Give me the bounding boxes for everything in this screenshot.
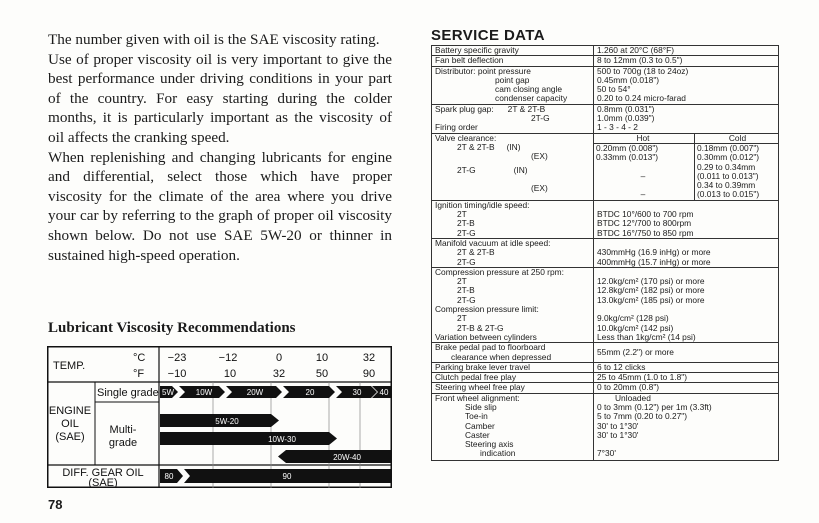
table-row xyxy=(432,133,779,200)
table-row xyxy=(432,343,779,363)
grade-label: 80 xyxy=(164,472,174,481)
temp-c: 10 xyxy=(315,352,329,364)
grade-label: 30 xyxy=(352,388,362,397)
table-row xyxy=(432,66,779,104)
param-value: BTDC 10°/600 to 700 rpm BTDC 12°/700 to 800rpm BTDC 16°/750 to 850 rpm xyxy=(594,200,779,238)
paragraph: When replenishing and changing lubricants for engine and differential, select those which have proper viscosity for the climate of the area where you drive your car by referring to the graph of proper oil viscosity shown below. Do not use SAE 5W-20 or thinner in sustained high-speed operation. xyxy=(48,148,392,264)
multi-grade-label: grade xyxy=(108,437,138,449)
table-row xyxy=(432,104,779,133)
param-value: 55mm (2.2") or more xyxy=(594,343,779,363)
hot-header: Hot xyxy=(594,134,695,144)
param-value: 25 to 45mm (1.0 to 1.8") xyxy=(594,373,779,383)
param-value: 0.8mm (0.031") 1.0mm (0.039") 1 - 3 - 4 - 2 xyxy=(594,104,779,133)
engine-oil-label: (SAE) xyxy=(55,431,85,443)
diff-gear-label: DIFF. GEAR OIL xyxy=(62,467,144,479)
temp-c: −23 xyxy=(167,352,187,364)
param-label: Brake pedal pad to floorboard clearance when depressed xyxy=(432,343,594,363)
table-row xyxy=(432,362,779,372)
viscosity-chart xyxy=(47,346,392,488)
temp-label: TEMP. xyxy=(53,360,86,372)
grade-label: 20W-40 xyxy=(333,453,361,462)
table-row xyxy=(432,383,779,393)
param-label: Manifold vacuum at idle speed: 2T & 2T-B 2T-G xyxy=(432,238,594,267)
service-data-title: SERVICE DATA xyxy=(431,27,545,44)
temp-f: 32 xyxy=(272,368,286,380)
param-label: Valve clearance: 2T & 2T-B (IN) (EX) 2T-G (IN) (EX) xyxy=(432,133,594,200)
table-row xyxy=(432,267,779,342)
param-value: Unloaded 0 to 3mm (0.12") per 1m (3.3ft) 5 to 7mm (0.20 to 0.27") 30' to 1°30' 30' to 1°30' 7°30' xyxy=(594,393,779,460)
label-line: condenser capacity xyxy=(495,93,568,104)
temp-f: −10 xyxy=(167,368,187,380)
param-value: 0 to 20mm (0.8") xyxy=(594,383,779,393)
param-label: Front wheel alignment: Side slip Toe-in Camber Caster Steering axis indication xyxy=(432,393,594,460)
param-value: 6 to 12 clicks xyxy=(594,362,779,372)
table-row xyxy=(432,46,779,56)
param-label: Steering wheel free play xyxy=(432,383,594,393)
grade-label: 10W-30 xyxy=(268,435,296,444)
multi-grade-label: Multi- xyxy=(109,424,137,436)
page-number: 78 xyxy=(48,497,63,512)
temp-f: 50 xyxy=(315,368,329,380)
grade-label: 10W xyxy=(195,388,213,397)
engine-oil-label: OIL xyxy=(61,418,79,430)
label-line: Distributor: point pressure xyxy=(435,65,531,76)
viscosity-text-block xyxy=(48,30,392,265)
table-row xyxy=(432,393,779,460)
param-label: Spark plug gap: 2T & 2T-B 2T-G Firing order xyxy=(432,104,594,133)
paragraph: The number given with oil is the SAE viscosity rating. xyxy=(48,31,380,48)
unit-celsius: °C xyxy=(133,352,146,364)
param-label: Parking brake lever travel xyxy=(432,362,594,372)
param-label: Clutch pedal free play xyxy=(432,373,594,383)
grade-label: 90 xyxy=(282,472,292,481)
valve-clearance-values: Hot Cold 0.20mm (0.008") 0.33mm (0.013") 0.18mm (0.007") 0.30mm (0.012") – – 0.29 to 0.34mm (0.011 to 0.013") 0.34 to 0.39mm (0.013 to 0.015") xyxy=(594,133,779,200)
param-label xyxy=(432,66,594,104)
param-label: Ignition timing/idle speed: 2T 2T-B 2T-G xyxy=(432,200,594,238)
param-value: 12.0kg/cm² (170 psi) or more 12.8kg/cm² (182 psi) or more 13.0kg/cm² (185 psi) or more 9.0kg/cm² (128 psi) 10.0kg/cm² (142 psi) Less than 1kg/cm² (14 psi) xyxy=(594,267,779,342)
grade-label: 40 xyxy=(379,388,389,397)
param-value: 8 to 12mm (0.3 to 0.5") xyxy=(594,56,779,66)
param-value: 1.260 at 20°C (68°F) xyxy=(594,46,779,56)
grade-label: 5W-20 xyxy=(215,417,239,426)
unit-fahrenheit: °F xyxy=(133,368,145,380)
table-row xyxy=(432,56,779,66)
table-row xyxy=(432,238,779,267)
cold-header: Cold xyxy=(695,134,779,144)
temp-c: −12 xyxy=(218,352,238,364)
temp-f: 10 xyxy=(223,368,237,380)
table-row xyxy=(432,200,779,238)
param-label: Compression pressure at 250 rpm: 2T 2T-B 2T-G Compression pressure limit: 2T 2T-B & 2T-G Variation between cylinders xyxy=(432,267,594,342)
diff-gear-label: (SAE) xyxy=(88,477,118,488)
lubricant-title: Lubricant Viscosity Recommendations xyxy=(48,320,296,336)
grade-label: 20W xyxy=(246,388,264,397)
table-row xyxy=(432,373,779,383)
temp-c: 32 xyxy=(362,352,376,364)
param-value: 430mmHg (16.9 inHg) or more 400mmHg (15.7 inHg) or more xyxy=(594,238,779,267)
service-data-table xyxy=(431,45,779,461)
param-label: Fan belt deflection xyxy=(432,56,594,66)
grade-label: 5W xyxy=(162,388,174,397)
param-value: 500 to 700g (18 to 24oz) 0.45mm (0.018") 50 to 54° 0.20 to 0.24 micro-farad xyxy=(594,66,779,104)
single-grade-label: Single grade xyxy=(97,387,159,399)
label-line: point gap xyxy=(495,74,530,85)
param-label: Battery specific gravity xyxy=(432,46,594,56)
engine-oil-label: ENGINE xyxy=(48,405,92,417)
paragraph: Use of proper viscosity oil is very important to give the best performance under driving conditions in your part of the country. For easy starting during the colder months, it is particularly important as the viscosity of oil affects the cranking speed. xyxy=(48,50,392,146)
temp-c: 0 xyxy=(275,352,283,364)
grade-label: 20 xyxy=(305,388,315,397)
temp-f: 90 xyxy=(362,368,376,380)
label-line: cam closing angle xyxy=(495,84,563,95)
grade-bar-10w-30 xyxy=(160,432,337,445)
